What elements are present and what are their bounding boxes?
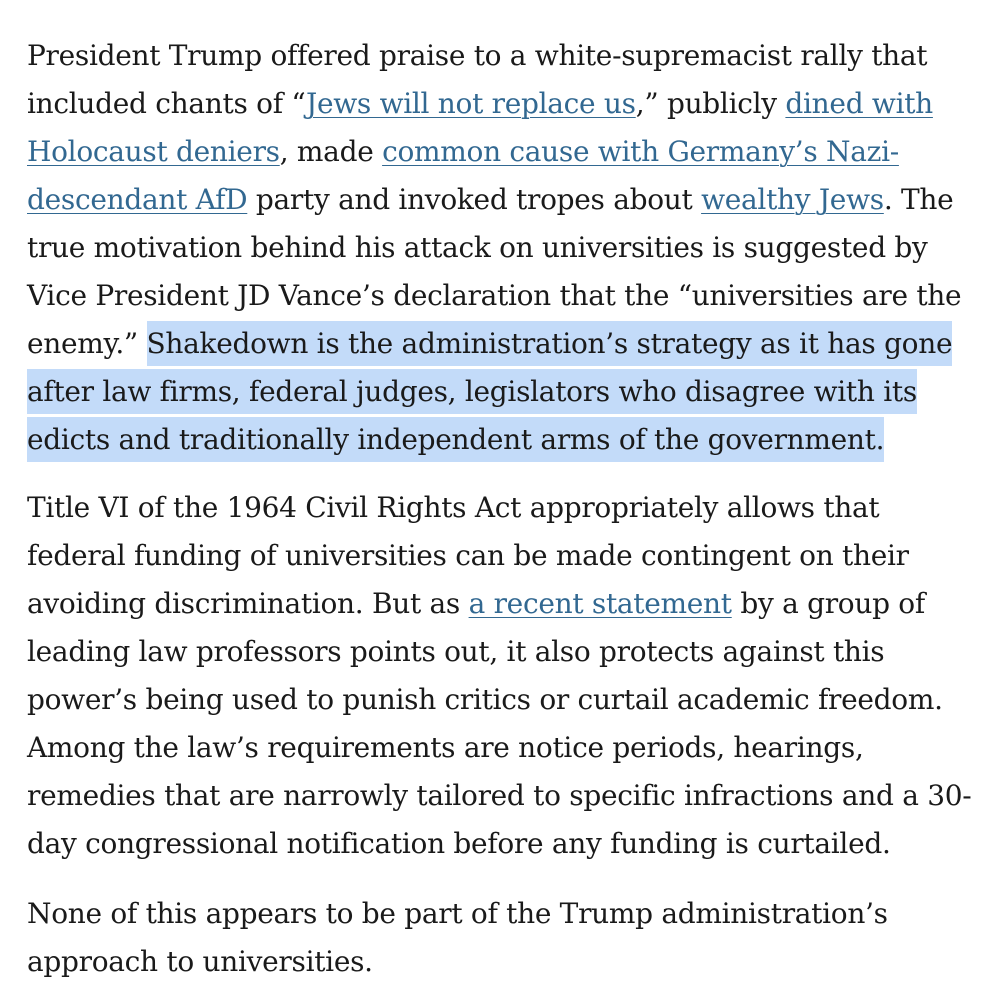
text-line xyxy=(27,676,987,724)
text-run: , made xyxy=(279,135,383,168)
text-run: enemy.” xyxy=(27,327,147,360)
text-run: leading law professors points out, it also protects against this xyxy=(27,635,885,668)
paragraph-3 xyxy=(27,890,987,986)
text-line xyxy=(27,80,987,128)
text-line xyxy=(27,176,987,224)
text-line xyxy=(27,532,987,580)
selected-text[interactable]: edicts and traditionally independent arms of the government. xyxy=(27,417,884,462)
text-line xyxy=(27,224,987,272)
text-run: Title VI of the 1964 Civil Rights Act appropriately allows that xyxy=(27,491,880,524)
text-line xyxy=(27,580,987,628)
text-line xyxy=(27,484,987,532)
text-run: . The xyxy=(883,183,954,216)
text-line xyxy=(27,628,987,676)
link-dined-with-holocaust-deniers[interactable]: dined with xyxy=(785,87,933,120)
selected-text[interactable]: Shakedown is the administration’s strategy as it has gone xyxy=(147,321,953,366)
text-line xyxy=(27,938,987,986)
text-run: approach to universities. xyxy=(27,945,373,978)
paragraph-2 xyxy=(27,484,987,868)
text-line xyxy=(27,772,987,820)
text-run: party and invoked tropes about xyxy=(247,183,702,216)
text-run: Vice President JD Vance’s declaration that the “universities are the xyxy=(27,279,962,312)
text-run: Among the law’s requirements are notice periods, hearings, xyxy=(27,731,864,764)
link-jews-will-not-replace-us[interactable]: Jews will not replace us xyxy=(306,87,636,120)
text-run: avoiding discrimination. But as xyxy=(27,587,469,620)
text-run: day congressional notification before any funding is curtailed. xyxy=(27,827,891,860)
link-wealthy-jews[interactable]: wealthy Jews xyxy=(701,183,884,216)
link-a-recent-statement[interactable]: a recent statement xyxy=(468,587,732,620)
text-run: true motivation behind his attack on universities is suggested by xyxy=(27,231,928,264)
text-run: federal funding of universities can be made contingent on their xyxy=(27,539,909,572)
text-run: by a group of xyxy=(731,587,925,620)
text-run: None of this appears to be part of the Trump administration’s xyxy=(27,897,888,930)
link-common-cause-afd[interactable]: common cause with Germany’s Nazi- xyxy=(382,135,899,168)
text-line xyxy=(27,890,987,938)
article-body xyxy=(27,32,987,986)
selected-text[interactable]: after law firms, federal judges, legislators who disagree with its xyxy=(27,369,917,414)
text-run: power’s being used to punish critics or curtail academic freedom. xyxy=(27,683,943,716)
paragraph-1 xyxy=(27,32,987,464)
text-line xyxy=(27,128,987,176)
text-line xyxy=(27,368,987,416)
text-line xyxy=(27,320,987,368)
text-run: ,” publicly xyxy=(635,87,786,120)
text-line xyxy=(27,724,987,772)
text-line xyxy=(27,416,987,464)
text-line xyxy=(27,820,987,868)
link-dined-with-holocaust-deniers[interactable]: Holocaust deniers xyxy=(27,135,280,168)
text-line xyxy=(27,32,987,80)
text-run: included chants of “ xyxy=(27,87,307,120)
text-line xyxy=(27,272,987,320)
link-common-cause-afd[interactable]: descendant AfD xyxy=(27,183,248,216)
text-run: remedies that are narrowly tailored to specific infractions and a 30- xyxy=(27,779,972,812)
text-run: President Trump offered praise to a white-supremacist rally that xyxy=(27,39,928,72)
